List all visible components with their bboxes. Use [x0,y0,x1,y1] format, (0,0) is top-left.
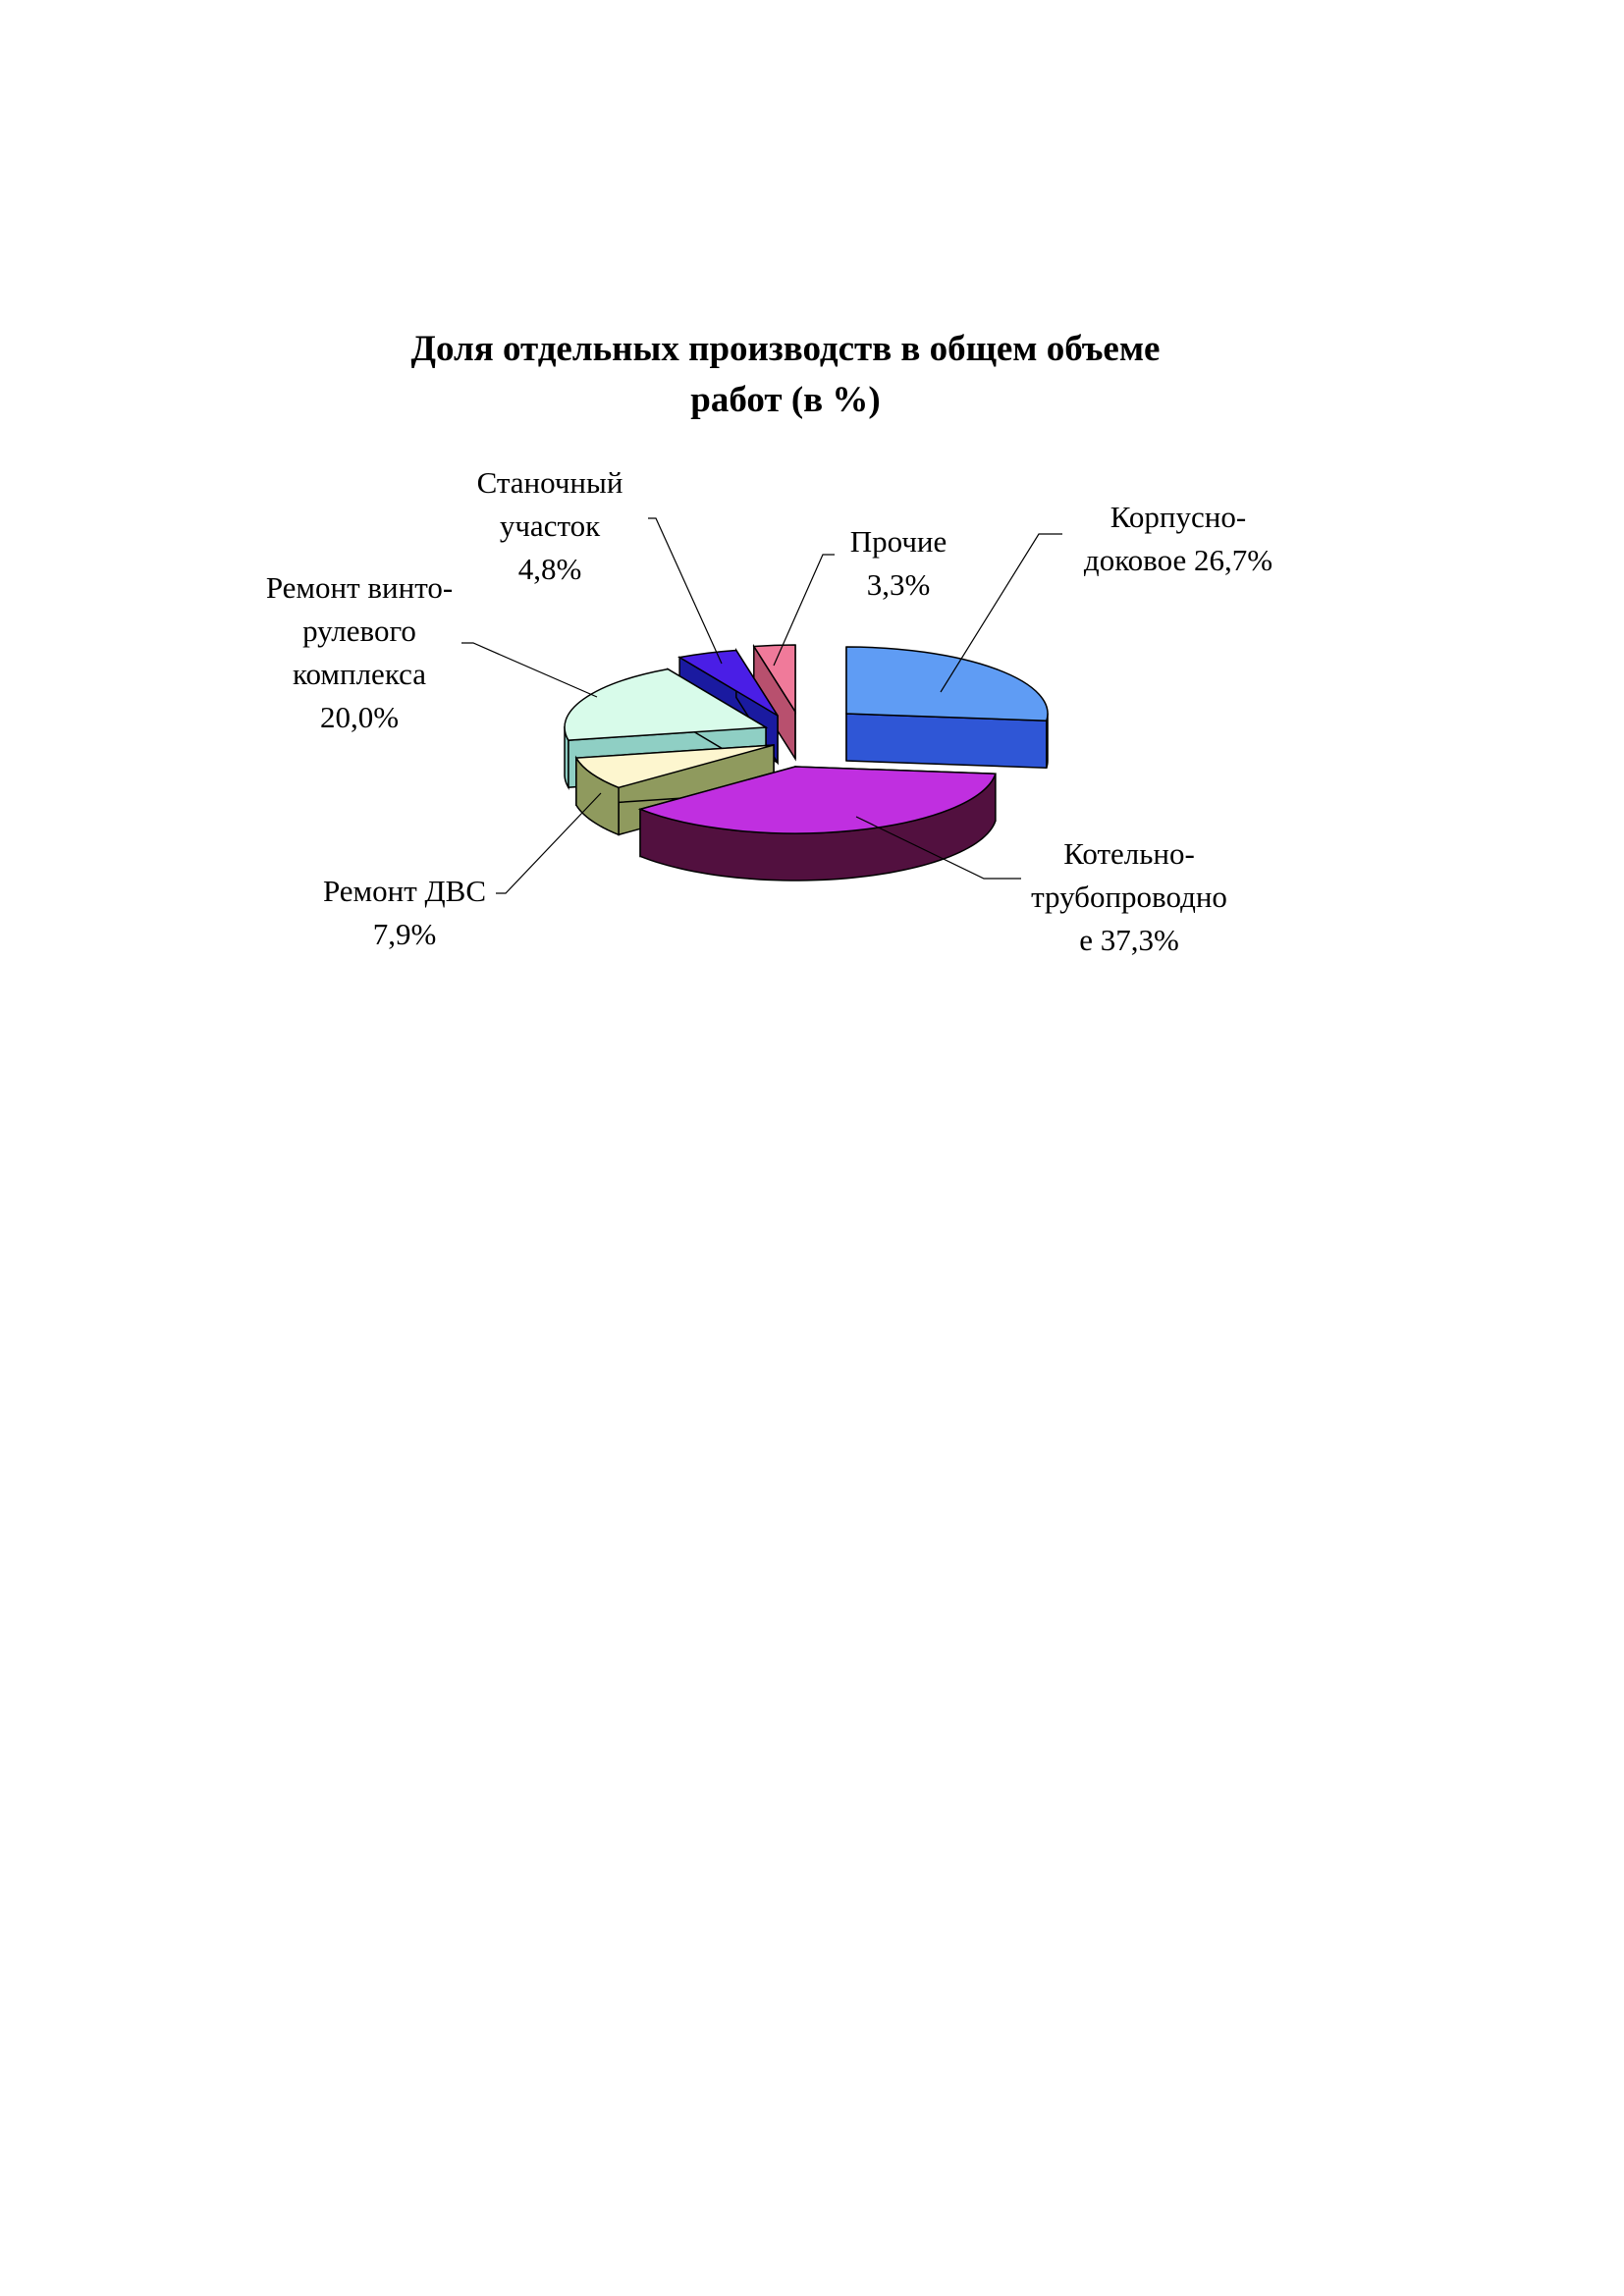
label-dvs-line-2: 7,9% [372,917,437,951]
pie-slice-korpus [846,647,1048,768]
label-kotel [1021,832,1237,962]
leader-line-vinto [461,643,597,697]
label-stanok [461,461,638,591]
label-prochie [825,520,972,607]
label-prochie-line-2: 3,3% [866,567,931,602]
label-stanok-line-1: Станочный [476,465,623,500]
label-stanok-line-2: участок [499,508,601,543]
label-dvs [306,870,503,956]
pie-slice-korpus-wall-1 [846,714,1047,768]
label-vinto-line-2: рулевого [302,614,416,648]
label-kotel-line-3: е 37,3% [1079,923,1179,957]
label-prochie-line-1: Прочие [849,524,947,559]
pie-slice-korpus-top [846,647,1048,721]
label-korpus [1070,496,1286,582]
label-kotel-line-1: Котельно- [1063,836,1195,871]
label-korpus-line-2: доковое 26,7% [1083,543,1273,577]
label-vinto-line-3: комплекса [292,657,427,691]
label-vinto-line-4: 20,0% [319,700,400,734]
label-dvs-line-1: Ремонт ДВС [322,874,487,908]
label-kotel-line-2: трубопроводно [1031,880,1227,914]
label-vinto-line-1: Ремонт винто- [265,570,454,605]
chart-title-line-1: Доля отдельных производств в общем объеме [410,329,1161,369]
chart-title-line-2: работ (в %) [690,380,881,420]
label-stanok-line-3: 4,8% [517,552,582,586]
leader-line-stanok [648,518,722,664]
label-vinto [251,566,467,739]
label-korpus-line-1: Корпусно- [1110,500,1247,534]
